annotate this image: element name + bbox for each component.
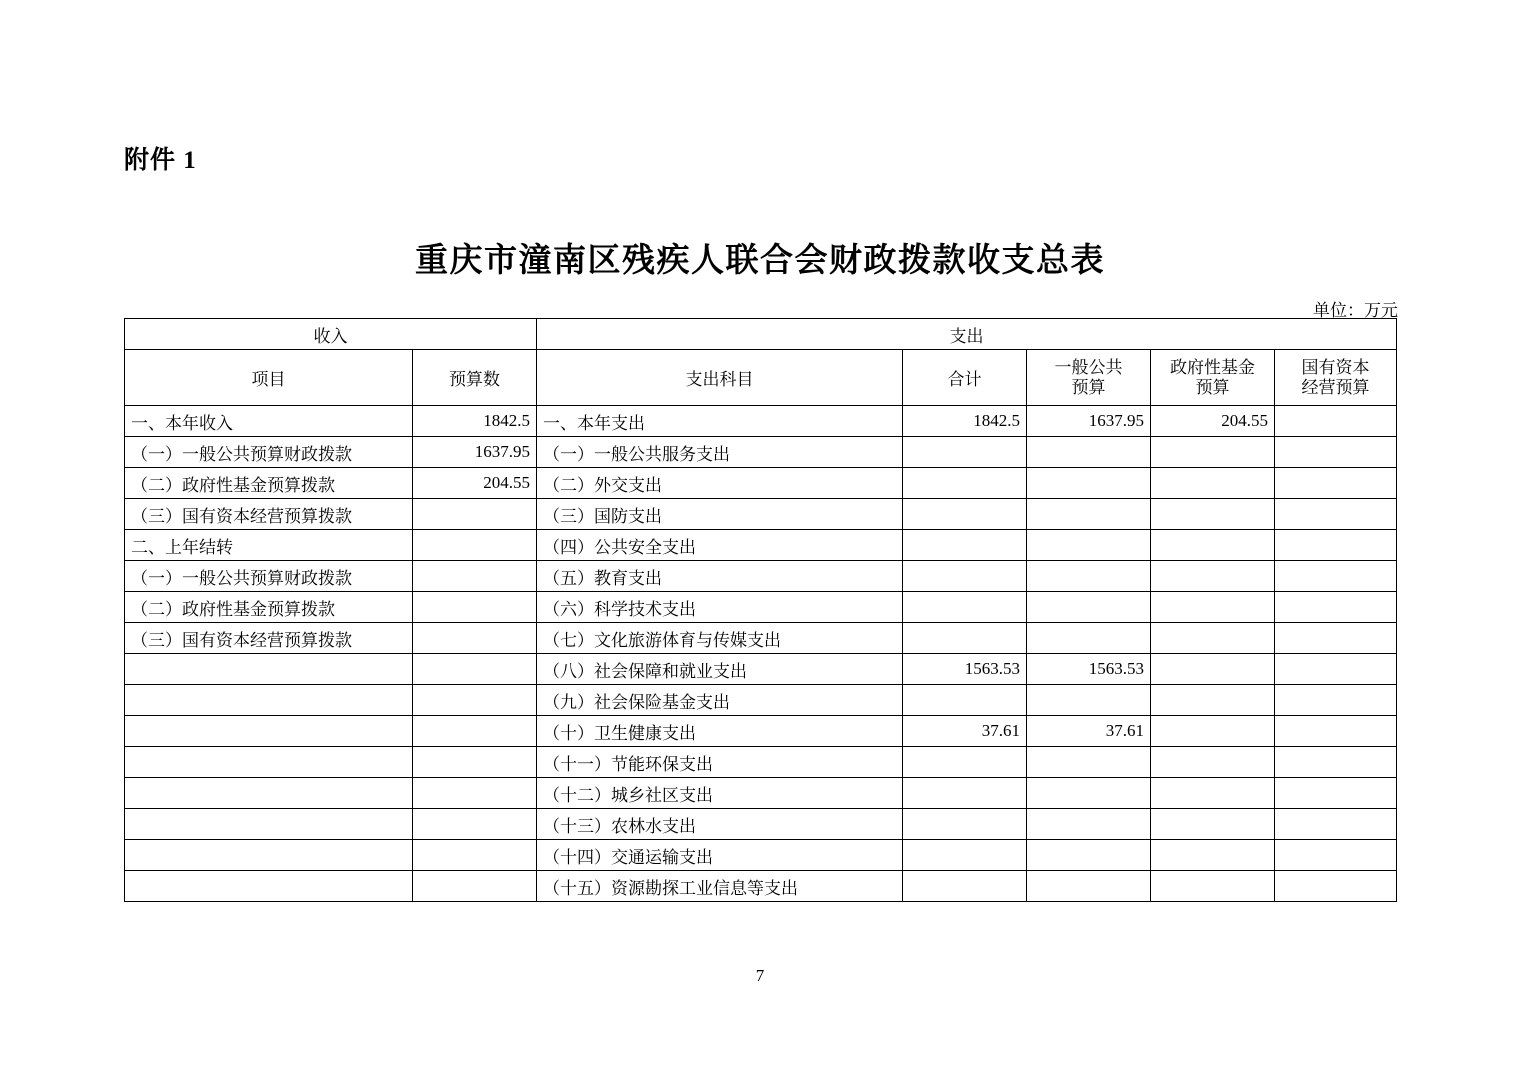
income-amount-cell	[413, 685, 537, 716]
expenditure-total-cell: 1563.53	[903, 654, 1027, 685]
general-public-budget-cell	[1027, 809, 1151, 840]
income-item-cell: 一、本年收入	[125, 406, 413, 437]
expenditure-subject-cell: （二）外交支出	[537, 468, 903, 499]
income-item-cell	[125, 809, 413, 840]
expenditure-total-cell: 1842.5	[903, 406, 1027, 437]
column-header-government-fund-budget-line2: 预算	[1195, 377, 1230, 397]
expenditure-total-cell	[903, 747, 1027, 778]
government-fund-budget-cell	[1151, 871, 1275, 902]
expenditure-total-cell	[903, 871, 1027, 902]
income-amount-cell	[413, 840, 537, 871]
column-header-budget-amount: 预算数	[413, 350, 537, 406]
table-row	[125, 654, 1397, 685]
government-fund-budget-cell	[1151, 809, 1275, 840]
expenditure-subject-cell: （一）一般公共服务支出	[537, 437, 903, 468]
expenditure-total-cell	[903, 685, 1027, 716]
table-row	[125, 499, 1397, 530]
government-fund-budget-cell	[1151, 561, 1275, 592]
general-public-budget-cell	[1027, 437, 1151, 468]
government-fund-budget-cell	[1151, 747, 1275, 778]
income-amount-cell	[413, 499, 537, 530]
table-row	[125, 592, 1397, 623]
state-capital-budget-cell	[1275, 809, 1397, 840]
expenditure-total-cell	[903, 778, 1027, 809]
general-public-budget-cell	[1027, 778, 1151, 809]
expenditure-subject-cell: （七）文化旅游体育与传媒支出	[537, 623, 903, 654]
government-fund-budget-cell	[1151, 437, 1275, 468]
column-header-government-fund-budget	[1151, 350, 1275, 406]
expenditure-subject-cell: （六）科学技术支出	[537, 592, 903, 623]
income-item-cell: （二）政府性基金预算拨款	[125, 592, 413, 623]
expenditure-subject-cell: （十四）交通运输支出	[537, 840, 903, 871]
income-amount-cell	[413, 592, 537, 623]
government-fund-budget-cell: 204.55	[1151, 406, 1275, 437]
income-item-cell: （一）一般公共预算财政拨款	[125, 437, 413, 468]
expenditure-total-cell	[903, 530, 1027, 561]
expenditure-total-cell	[903, 468, 1027, 499]
general-public-budget-cell	[1027, 871, 1151, 902]
expenditure-subject-cell: （十二）城乡社区支出	[537, 778, 903, 809]
income-amount-cell	[413, 871, 537, 902]
expenditure-total-cell	[903, 592, 1027, 623]
table-row	[125, 747, 1397, 778]
government-fund-budget-cell	[1151, 468, 1275, 499]
expenditure-subject-cell: 一、本年支出	[537, 406, 903, 437]
income-amount-cell	[413, 623, 537, 654]
table-row	[125, 437, 1397, 468]
column-header-general-public-budget-line2: 预算	[1071, 377, 1106, 397]
column-header-item: 项目	[125, 350, 413, 406]
income-item-cell	[125, 871, 413, 902]
expenditure-subject-cell: （十五）资源勘探工业信息等支出	[537, 871, 903, 902]
government-fund-budget-cell	[1151, 530, 1275, 561]
column-header-expenditure-subject: 支出科目	[537, 350, 903, 406]
page-number: 7	[755, 966, 765, 985]
government-fund-budget-cell	[1151, 716, 1275, 747]
expenditure-subject-cell: （四）公共安全支出	[537, 530, 903, 561]
government-fund-budget-cell	[1151, 654, 1275, 685]
general-public-budget-cell	[1027, 747, 1151, 778]
general-public-budget-cell	[1027, 561, 1151, 592]
government-fund-budget-cell	[1151, 685, 1275, 716]
expenditure-subject-cell: （五）教育支出	[537, 561, 903, 592]
income-item-cell	[125, 685, 413, 716]
table-row	[125, 530, 1397, 561]
state-capital-budget-cell	[1275, 685, 1397, 716]
state-capital-budget-cell	[1275, 499, 1397, 530]
expenditure-total-cell	[903, 437, 1027, 468]
state-capital-budget-cell	[1275, 561, 1397, 592]
income-amount-cell	[413, 778, 537, 809]
general-public-budget-cell: 1563.53	[1027, 654, 1151, 685]
general-public-budget-cell	[1027, 530, 1151, 561]
expenditure-total-cell	[903, 809, 1027, 840]
page-title: 重庆市潼南区残疾人联合会财政拨款收支总表	[415, 243, 1105, 279]
state-capital-budget-cell	[1275, 871, 1397, 902]
table-row	[125, 623, 1397, 654]
income-amount-cell	[413, 654, 537, 685]
general-public-budget-cell	[1027, 499, 1151, 530]
expenditure-subject-cell: （三）国防支出	[537, 499, 903, 530]
table-row	[125, 716, 1397, 747]
expenditure-subject-cell: （十一）节能环保支出	[537, 747, 903, 778]
table-row	[125, 468, 1397, 499]
table-row	[125, 840, 1397, 871]
state-capital-budget-cell	[1275, 716, 1397, 747]
income-item-cell	[125, 840, 413, 871]
income-item-cell: （二）政府性基金预算拨款	[125, 468, 413, 499]
table-row	[125, 685, 1397, 716]
state-capital-budget-cell	[1275, 840, 1397, 871]
column-header-state-capital-budget	[1275, 350, 1397, 406]
general-public-budget-cell	[1027, 840, 1151, 871]
state-capital-budget-cell	[1275, 778, 1397, 809]
government-fund-budget-cell	[1151, 592, 1275, 623]
column-header-state-capital-budget-line2: 经营预算	[1301, 377, 1370, 397]
general-public-budget-cell: 1637.95	[1027, 406, 1151, 437]
state-capital-budget-cell	[1275, 406, 1397, 437]
column-header-state-capital-budget-line1: 国有资本	[1301, 357, 1370, 377]
state-capital-budget-cell	[1275, 592, 1397, 623]
state-capital-budget-cell	[1275, 654, 1397, 685]
column-header-government-fund-budget-line1: 政府性基金	[1170, 357, 1255, 377]
expenditure-total-cell	[903, 840, 1027, 871]
budget-table	[124, 318, 1397, 902]
state-capital-budget-cell	[1275, 530, 1397, 561]
general-public-budget-cell	[1027, 592, 1151, 623]
table-column-header-row	[125, 350, 1397, 406]
general-public-budget-cell	[1027, 623, 1151, 654]
expenditure-total-cell	[903, 499, 1027, 530]
general-public-budget-cell	[1027, 468, 1151, 499]
government-fund-budget-cell	[1151, 623, 1275, 654]
state-capital-budget-cell	[1275, 437, 1397, 468]
income-amount-cell	[413, 561, 537, 592]
unit-label: 单位：万元	[1313, 301, 1398, 320]
state-capital-budget-cell	[1275, 468, 1397, 499]
expenditure-subject-cell: （十）卫生健康支出	[537, 716, 903, 747]
government-fund-budget-cell	[1151, 778, 1275, 809]
income-item-cell: （一）一般公共预算财政拨款	[125, 561, 413, 592]
income-amount-cell	[413, 809, 537, 840]
expenditure-subject-cell: （九）社会保险基金支出	[537, 685, 903, 716]
expenditure-subject-cell: （八）社会保障和就业支出	[537, 654, 903, 685]
expenditure-subject-cell: （十三）农林水支出	[537, 809, 903, 840]
table-row	[125, 871, 1397, 902]
income-item-cell	[125, 716, 413, 747]
income-amount-cell	[413, 716, 537, 747]
income-item-cell: 二、上年结转	[125, 530, 413, 561]
column-header-total: 合计	[903, 350, 1027, 406]
column-header-general-public-budget-line1: 一般公共	[1054, 357, 1123, 377]
income-amount-cell	[413, 530, 537, 561]
income-item-cell: （三）国有资本经营预算拨款	[125, 499, 413, 530]
general-public-budget-cell: 37.61	[1027, 716, 1151, 747]
table-group-header-row	[125, 319, 1397, 350]
income-item-cell	[125, 778, 413, 809]
income-amount-cell: 1842.5	[413, 406, 537, 437]
table-row	[125, 778, 1397, 809]
expenditure-total-cell	[903, 561, 1027, 592]
government-fund-budget-cell	[1151, 840, 1275, 871]
expenditure-total-cell: 37.61	[903, 716, 1027, 747]
group-header-income: 收入	[125, 319, 537, 350]
group-header-expenditure: 支出	[537, 319, 1397, 350]
income-item-cell	[125, 747, 413, 778]
state-capital-budget-cell	[1275, 623, 1397, 654]
table-row	[125, 809, 1397, 840]
table-row	[125, 406, 1397, 437]
table-row	[125, 561, 1397, 592]
attachment-label: 附件 1	[124, 147, 197, 174]
column-header-general-public-budget	[1027, 350, 1151, 406]
state-capital-budget-cell	[1275, 747, 1397, 778]
government-fund-budget-cell	[1151, 499, 1275, 530]
general-public-budget-cell	[1027, 685, 1151, 716]
income-item-cell: （三）国有资本经营预算拨款	[125, 623, 413, 654]
income-amount-cell: 204.55	[413, 468, 537, 499]
income-amount-cell: 1637.95	[413, 437, 537, 468]
expenditure-total-cell	[903, 623, 1027, 654]
income-item-cell	[125, 654, 413, 685]
income-amount-cell	[413, 747, 537, 778]
